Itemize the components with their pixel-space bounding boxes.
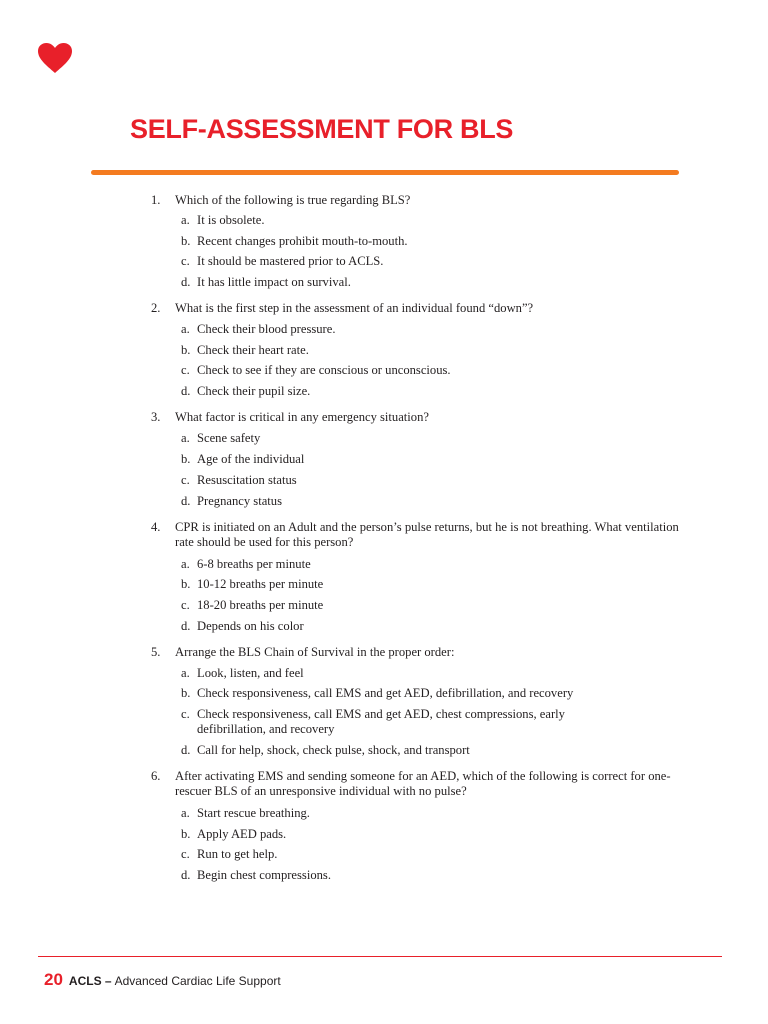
answer-text: 10-12 breaths per minute [197,577,324,591]
answer-letter: a. [181,431,190,445]
title-divider [91,170,679,175]
answer-text: Check their blood pressure. [197,322,336,336]
answer-letter: c. [181,254,190,268]
answer-text: Resuscitation status [197,473,297,487]
page-footer [44,970,281,990]
answer-letter: c. [181,473,190,487]
answer-text: Check their pupil size. [197,384,311,398]
answer-letter: d. [181,275,191,289]
answer-letter: a. [181,806,190,820]
question-number: 4. [151,520,161,534]
question-text: CPR is initiated on an Adult and the person’s pulse returns, but he is not breathing. What ventilation rate should be used for this person? [175,520,679,549]
question-text: Which of the following is true regarding BLS? [175,193,411,207]
page-title: SELF-ASSESSMENT FOR BLS [130,114,514,144]
answer-text: 18-20 breaths per minute [197,598,324,612]
answer-letter: c. [181,707,190,721]
question-text: Arrange the BLS Chain of Survival in the proper order: [175,645,455,659]
answer-letter: c. [181,847,190,861]
answer-text: It is obsolete. [197,213,265,227]
answer-letter: c. [181,598,190,612]
answer-text: Check responsiveness, call EMS and get AED, defibrillation, and recovery [197,686,574,700]
answer-text: Apply AED pads. [197,827,287,841]
question-number: 5. [151,645,161,659]
answer-text: Check responsiveness, call EMS and get AED, chest compressions, early defibrillation, and recovery [197,707,565,736]
question-text: What is the first step in the assessment of an individual found “down”? [175,301,534,315]
answer-text: Pregnancy status [197,494,282,508]
answer-text: Age of the individual [197,452,305,466]
answer-letter: d. [181,494,191,508]
answer-text: Depends on his color [197,619,304,633]
answer-letter: b. [181,234,191,248]
answer-letter: d. [181,743,191,757]
question-text: What factor is critical in any emergency situation? [175,410,429,424]
answer-letter: a. [181,322,190,336]
answer-letter: b. [181,686,191,700]
answer-letter: d. [181,619,191,633]
answer-text: It should be mastered prior to ACLS. [197,254,384,268]
question-number: 6. [151,769,161,783]
answer-letter: a. [181,666,190,680]
answer-text: Look, listen, and feel [197,666,304,680]
answer-letter: d. [181,384,191,398]
question-text: After activating EMS and sending someone for an AED, which of the following is correct for one-rescuer BLS of an unresponsive individual with no pulse? [175,769,671,798]
footer-subtitle: Advanced Cardiac Life Support [114,974,281,988]
answer-text: Run to get help. [197,847,278,861]
answer-letter: a. [181,557,190,571]
answer-letter: b. [181,343,191,357]
answer-text: Call for help, shock, check pulse, shock, and transport [197,743,470,757]
footer-brand: ACLS – [68,974,112,988]
answer-text: Check to see if they are conscious or unconscious. [197,363,451,377]
answer-letter: b. [181,452,191,466]
page-number: 20 [44,970,63,989]
answer-letter: b. [181,577,191,591]
footer-divider [38,956,722,957]
answer-text: 6-8 breaths per minute [197,557,311,571]
answer-letter: b. [181,827,191,841]
answer-letter: d. [181,868,191,882]
answer-letter: a. [181,213,190,227]
heart-icon [37,42,73,74]
question-number: 1. [151,193,161,207]
question-number: 3. [151,410,161,424]
answer-text: Recent changes prohibit mouth-to-mouth. [197,234,408,248]
answer-letter: c. [181,363,190,377]
question-number: 2. [151,301,161,315]
answer-text: Start rescue breathing. [197,806,310,820]
answer-text: Begin chest compressions. [197,868,331,882]
answer-text: Check their heart rate. [197,343,309,357]
answer-text: Scene safety [197,431,261,445]
answer-text: It has little impact on survival. [197,275,351,289]
